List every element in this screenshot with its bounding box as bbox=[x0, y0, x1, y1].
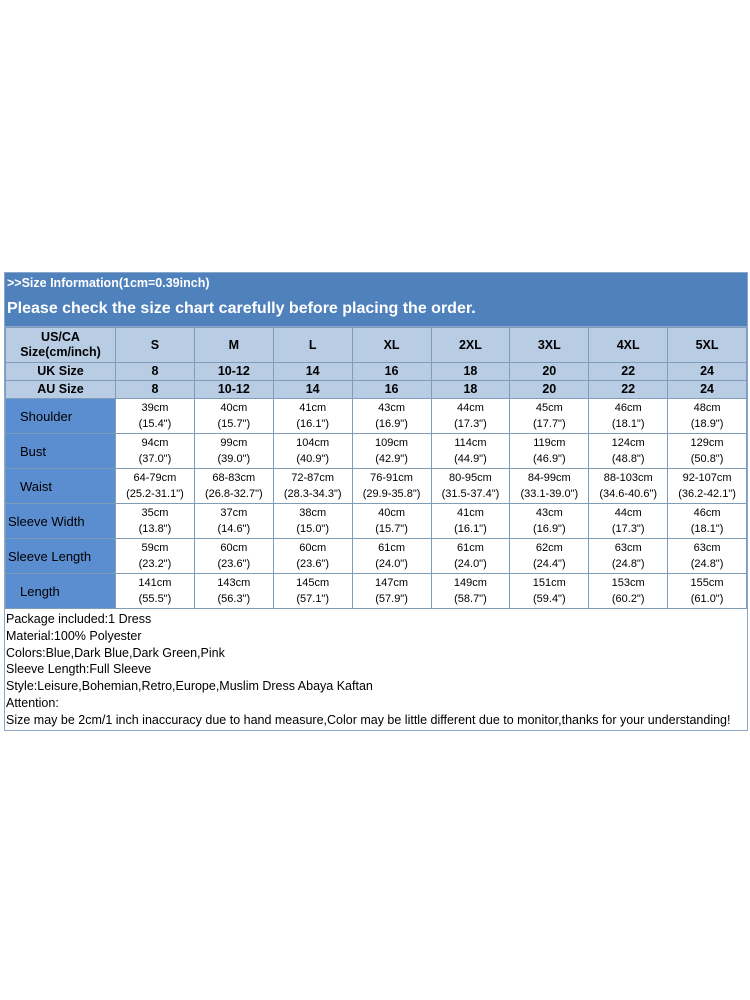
bust-label: Bust bbox=[6, 434, 116, 469]
inch-value: (55.5") bbox=[138, 593, 172, 605]
inch-value: (44.9") bbox=[454, 453, 487, 465]
cm-value: 147cm bbox=[375, 577, 409, 589]
waist-value-5xl bbox=[668, 469, 747, 504]
inch-value: (16.1") bbox=[296, 418, 329, 430]
uk-size-m: 10-12 bbox=[194, 363, 273, 381]
inch-value: (61.0") bbox=[690, 593, 724, 605]
length-value-s bbox=[116, 574, 195, 609]
inch-value: (15.0") bbox=[296, 523, 329, 535]
note-line: Package included:1 Dress bbox=[6, 612, 152, 626]
cm-value: 46cm bbox=[693, 507, 721, 519]
us-size-l: L bbox=[273, 328, 352, 363]
inch-value: (18.1") bbox=[690, 523, 724, 535]
inch-value: (40.9") bbox=[296, 453, 329, 465]
sleeve-length-value-3xl bbox=[510, 539, 589, 574]
sleeve-width-value-l bbox=[273, 504, 352, 539]
inch-value: (29.9-35.8") bbox=[362, 488, 421, 500]
cm-value: 80-95cm bbox=[449, 472, 492, 484]
note-line: Colors:Blue,Dark Blue,Dark Green,Pink bbox=[6, 645, 225, 660]
length-value-5xl bbox=[668, 574, 747, 609]
sleeve-width-value-3xl bbox=[510, 504, 589, 539]
us-size-m: M bbox=[194, 328, 273, 363]
inch-value: (15.7") bbox=[375, 523, 408, 535]
bust-value-4xl bbox=[589, 434, 668, 469]
cm-value: 40cm bbox=[378, 507, 406, 519]
cm-value: 43cm bbox=[535, 507, 563, 519]
us-size-2xl: 2XL bbox=[431, 328, 510, 363]
length-value-3xl bbox=[510, 574, 589, 609]
cm-value: 64-79cm bbox=[133, 472, 177, 484]
cm-value: 40cm bbox=[220, 402, 248, 414]
cm-value: 76-91cm bbox=[370, 472, 413, 484]
size-check-notice: Please check the size chart carefully before placing the order. bbox=[5, 293, 747, 327]
uk-size-l: 14 bbox=[273, 363, 352, 381]
cm-value: 60cm bbox=[220, 542, 248, 554]
au-size-m: 10-12 bbox=[194, 381, 273, 399]
shoulder-label: Shoulder bbox=[6, 399, 116, 434]
cm-value: 124cm bbox=[611, 437, 645, 449]
cm-value: 94cm bbox=[141, 437, 169, 449]
cm-value: 59cm bbox=[141, 542, 169, 554]
uk-size-2xl: 18 bbox=[431, 363, 510, 381]
inch-value: (48.8") bbox=[611, 453, 645, 465]
inch-value: (24.8") bbox=[611, 558, 645, 570]
cm-value: 35cm bbox=[141, 507, 169, 519]
cm-value: 72-87cm bbox=[291, 472, 335, 484]
inch-value: (23.2") bbox=[138, 558, 172, 570]
bust-value-xl bbox=[352, 434, 431, 469]
au-size-row bbox=[6, 381, 747, 399]
sleeve-length-value-5xl bbox=[668, 539, 747, 574]
inch-value: (33.1-39.0") bbox=[520, 488, 579, 500]
sleeve-width-value-5xl bbox=[668, 504, 747, 539]
waist-value-4xl bbox=[589, 469, 668, 504]
waist-label: Waist bbox=[6, 469, 116, 504]
product-notes bbox=[5, 609, 747, 730]
inch-value: (58.7") bbox=[454, 593, 487, 605]
cm-value: 63cm bbox=[693, 542, 721, 554]
uk-size-label: UK Size bbox=[6, 363, 116, 381]
inch-value: (16.1") bbox=[454, 523, 487, 535]
size-info-banner: >>Size Information(1cm=0.39inch) bbox=[5, 273, 747, 293]
cm-value: 88-103cm bbox=[603, 472, 653, 484]
sleeve-width-value-xl bbox=[352, 504, 431, 539]
length-value-xl bbox=[352, 574, 431, 609]
cm-value: 48cm bbox=[693, 402, 721, 414]
bust-value-l bbox=[273, 434, 352, 469]
cm-value: 38cm bbox=[299, 507, 327, 519]
cm-value: 129cm bbox=[690, 437, 724, 449]
inch-value: (37.0") bbox=[138, 453, 172, 465]
inch-value: (17.3") bbox=[454, 418, 487, 430]
cm-value: 46cm bbox=[614, 402, 642, 414]
us-size-3xl: 3XL bbox=[510, 328, 589, 363]
cm-value: 37cm bbox=[220, 507, 248, 519]
cm-value: 44cm bbox=[456, 402, 484, 414]
note-line: Material:100% Polyester bbox=[6, 628, 142, 643]
waist-value-l bbox=[273, 469, 352, 504]
us-size-4xl: 4XL bbox=[589, 328, 668, 363]
waist-value-3xl bbox=[510, 469, 589, 504]
inch-value: (16.9") bbox=[532, 523, 566, 535]
cm-value: 62cm bbox=[535, 542, 563, 554]
cm-value: 143cm bbox=[217, 577, 251, 589]
au-size-s: 8 bbox=[116, 381, 195, 399]
length-label: Length bbox=[6, 574, 116, 609]
inch-value: (57.1") bbox=[296, 593, 329, 605]
cm-value: 92-107cm bbox=[682, 472, 732, 484]
inch-value: (23.6") bbox=[296, 558, 329, 570]
inch-value: (14.6") bbox=[217, 523, 251, 535]
waist-value-m bbox=[194, 469, 273, 504]
cm-value: 99cm bbox=[220, 437, 248, 449]
cm-value: 61cm bbox=[378, 542, 406, 554]
inch-value: (24.0") bbox=[454, 558, 487, 570]
au-size-xl: 16 bbox=[352, 381, 431, 399]
sleeve-width-value-s bbox=[116, 504, 195, 539]
shoulder-value-2xl bbox=[431, 399, 510, 434]
sleeve-length-row bbox=[6, 539, 747, 574]
length-value-2xl bbox=[431, 574, 510, 609]
cm-value: 149cm bbox=[453, 577, 487, 589]
au-size-3xl: 20 bbox=[510, 381, 589, 399]
waist-value-xl bbox=[352, 469, 431, 504]
cm-value: 119cm bbox=[533, 437, 566, 449]
sleeve-width-row bbox=[6, 504, 747, 539]
shoulder-value-s bbox=[116, 399, 195, 434]
au-size-2xl: 18 bbox=[431, 381, 510, 399]
shoulder-value-4xl bbox=[589, 399, 668, 434]
uk-size-3xl: 20 bbox=[510, 363, 589, 381]
cm-value: 63cm bbox=[614, 542, 642, 554]
inch-value: (17.3") bbox=[611, 523, 645, 535]
inch-value: (31.5-37.4") bbox=[441, 488, 500, 500]
sleeve-width-value-2xl bbox=[431, 504, 510, 539]
inch-value: (42.9") bbox=[375, 453, 408, 465]
inch-value: (15.4") bbox=[138, 418, 172, 430]
inch-value: (26.8-32.7") bbox=[204, 488, 263, 500]
inch-value: (18.9") bbox=[690, 418, 724, 430]
inch-value: (15.7") bbox=[217, 418, 251, 430]
us-size-label: US/CA Size(cm/inch) bbox=[6, 328, 116, 363]
inch-value: (56.3") bbox=[217, 593, 251, 605]
cm-value: 155cm bbox=[690, 577, 724, 589]
inch-value: (16.9") bbox=[375, 418, 408, 430]
shoulder-value-5xl bbox=[668, 399, 747, 434]
inch-value: (23.6") bbox=[217, 558, 251, 570]
sleeve-length-value-4xl bbox=[589, 539, 668, 574]
note-line: Style:Leisure,Bohemian,Retro,Europe,Muslim Dress Abaya Kaftan bbox=[6, 679, 373, 694]
sleeve-length-value-2xl bbox=[431, 539, 510, 574]
bust-value-5xl bbox=[668, 434, 747, 469]
bust-row bbox=[6, 434, 747, 469]
length-value-m bbox=[194, 574, 273, 609]
cm-value: 44cm bbox=[614, 507, 642, 519]
cm-value: 68-83cm bbox=[212, 472, 256, 484]
length-value-l bbox=[273, 574, 352, 609]
inch-value: (34.6-40.6") bbox=[599, 488, 658, 500]
inch-value: (24.8") bbox=[690, 558, 724, 570]
note-line: Sleeve Length:Full Sleeve bbox=[6, 662, 152, 677]
cm-value: 39cm bbox=[141, 402, 169, 414]
inch-value: (57.9") bbox=[375, 593, 408, 605]
us-size-xl: XL bbox=[352, 328, 431, 363]
sleeve-width-value-m bbox=[194, 504, 273, 539]
us-size-5xl: 5XL bbox=[668, 328, 747, 363]
cm-value: 41cm bbox=[299, 402, 327, 414]
sleeve-length-value-s bbox=[116, 539, 195, 574]
uk-size-xl: 16 bbox=[352, 363, 431, 381]
sleeve-length-value-xl bbox=[352, 539, 431, 574]
shoulder-row bbox=[6, 399, 747, 434]
au-size-4xl: 22 bbox=[589, 381, 668, 399]
us-size-s: S bbox=[116, 328, 195, 363]
au-size-5xl: 24 bbox=[668, 381, 747, 399]
cm-value: 43cm bbox=[378, 402, 406, 414]
size-chart-table bbox=[5, 327, 747, 609]
us-size-row bbox=[6, 328, 747, 363]
uk-size-row bbox=[6, 363, 747, 381]
shoulder-value-l bbox=[273, 399, 352, 434]
size-chart-sheet bbox=[4, 272, 748, 731]
uk-size-4xl: 22 bbox=[589, 363, 668, 381]
inch-value: (24.0") bbox=[375, 558, 408, 570]
inch-value: (18.1") bbox=[611, 418, 645, 430]
inch-value: (28.3-34.3") bbox=[283, 488, 342, 500]
sleeve-width-value-4xl bbox=[589, 504, 668, 539]
bust-value-s bbox=[116, 434, 195, 469]
uk-size-s: 8 bbox=[116, 363, 195, 381]
shoulder-value-3xl bbox=[510, 399, 589, 434]
cm-value: 114cm bbox=[454, 437, 487, 449]
cm-value: 153cm bbox=[611, 577, 645, 589]
cm-value: 109cm bbox=[375, 437, 409, 449]
inch-value: (60.2") bbox=[611, 593, 645, 605]
note-line: Size may be 2cm/1 inch inaccuracy due to hand measure,Color may be little different due to monitor,thanks for your understanding! bbox=[6, 712, 731, 727]
inch-value: (13.8") bbox=[138, 523, 172, 535]
inch-value: (50.8") bbox=[690, 453, 724, 465]
sleeve-width-label: Sleeve Width bbox=[6, 504, 116, 539]
inch-value: (46.9") bbox=[532, 453, 566, 465]
length-row bbox=[6, 574, 747, 609]
cm-value: 41cm bbox=[456, 507, 484, 519]
shoulder-value-m bbox=[194, 399, 273, 434]
bust-value-m bbox=[194, 434, 273, 469]
cm-value: 151cm bbox=[532, 577, 566, 589]
shoulder-value-xl bbox=[352, 399, 431, 434]
cm-value: 104cm bbox=[296, 437, 330, 449]
cm-value: 141cm bbox=[138, 577, 172, 589]
bust-value-3xl bbox=[510, 434, 589, 469]
inch-value: (24.4") bbox=[532, 558, 566, 570]
inch-value: (36.2-42.1") bbox=[678, 488, 736, 500]
sleeve-length-value-m bbox=[194, 539, 273, 574]
inch-value: (39.0") bbox=[217, 453, 251, 465]
cm-value: 61cm bbox=[456, 542, 484, 554]
sleeve-length-value-l bbox=[273, 539, 352, 574]
uk-size-5xl: 24 bbox=[668, 363, 747, 381]
cm-value: 145cm bbox=[296, 577, 330, 589]
au-size-label: AU Size bbox=[6, 381, 116, 399]
au-size-l: 14 bbox=[273, 381, 352, 399]
inch-value: (59.4") bbox=[532, 593, 566, 605]
note-line: Attention: bbox=[6, 695, 59, 710]
inch-value: (25.2-31.1") bbox=[126, 488, 184, 500]
waist-value-2xl bbox=[431, 469, 510, 504]
length-value-4xl bbox=[589, 574, 668, 609]
bust-value-2xl bbox=[431, 434, 510, 469]
cm-value: 60cm bbox=[299, 542, 327, 554]
cm-value: 45cm bbox=[535, 402, 563, 414]
waist-value-s bbox=[116, 469, 195, 504]
inch-value: (17.7") bbox=[532, 418, 566, 430]
waist-row bbox=[6, 469, 747, 504]
sleeve-length-label: Sleeve Length bbox=[6, 539, 116, 574]
cm-value: 84-99cm bbox=[527, 472, 571, 484]
